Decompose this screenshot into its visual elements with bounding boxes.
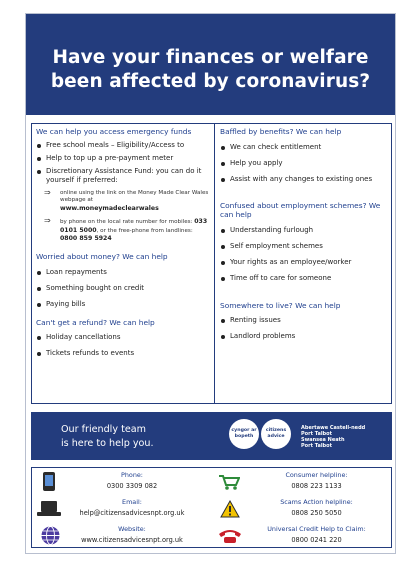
help-topics: [31, 123, 392, 404]
arrow-icon: ⇒: [44, 216, 51, 226]
money-heading: Worried about money? We can help: [36, 252, 168, 262]
live-list: [220, 316, 387, 341]
list-item: Paying bills: [36, 300, 210, 309]
scams-helpline-contact: [212, 495, 391, 522]
contact-table: [31, 467, 392, 548]
refund-list: [36, 333, 210, 358]
phone-text: by phone on the local rate number for mobiles:: [60, 219, 193, 226]
benefits-heading: Baffled by benefits? We can help: [220, 127, 342, 136]
contact-value[interactable]: help@citizensadvicesnpt.org.uk: [79, 509, 185, 517]
list-item: Free school meals – Eligibility/Access to: [36, 141, 210, 150]
emergency-funds-list: [36, 141, 210, 185]
landline-number: 0800 859 5924: [60, 235, 112, 243]
contact-value[interactable]: 0300 3309 082: [106, 482, 158, 490]
list-item: Assist with any changes to existing ones: [220, 175, 387, 184]
refund-heading: Can't get a refund? We can help: [36, 317, 155, 327]
list-item: Holiday cancellations: [36, 333, 210, 342]
page-title: [26, 14, 395, 115]
list-item: Discretionary Assistance Fund: you can do it yourself if preferred:: [36, 167, 210, 185]
benefits-list: [220, 143, 387, 184]
team-line-1: Our friendly team: [61, 424, 146, 435]
contact-label: Scams Action helpline:: [280, 498, 353, 506]
contact-value[interactable]: 0808 250 5050: [291, 509, 342, 517]
live-heading: Somewhere to live? We can help: [220, 300, 341, 310]
left-column: [32, 124, 214, 403]
title-line-1: Have your finances or welfare: [52, 47, 369, 68]
online-option: [36, 187, 210, 214]
contact-value[interactable]: 0808 223 1133: [291, 482, 342, 490]
phone-contact: [32, 468, 212, 495]
location-line: Swansea Neath: [301, 437, 345, 443]
team-line-2: is here to help you.: [61, 438, 154, 449]
location-line: Port Talbot: [301, 431, 332, 437]
list-item: Time off to care for someone: [220, 274, 387, 283]
email-contact: [32, 495, 212, 522]
list-item: Loan repayments: [36, 268, 210, 277]
website-contact: [32, 522, 212, 549]
online-text: online using the link on the Money Made Clear Wales webpage at: [60, 189, 209, 204]
money-list: [36, 268, 210, 309]
employment-list: [220, 226, 387, 283]
phone-option: [36, 218, 210, 244]
office-locations: [301, 425, 365, 449]
location-line: Port Talbot: [301, 443, 332, 449]
emergency-funds-heading: We can help you access emergency funds: [36, 127, 192, 136]
location-line: Abertawe Castell-nedd: [301, 425, 366, 431]
right-column: [214, 124, 391, 403]
employment-heading: Confused about employment schemes? We can help: [220, 200, 381, 219]
contact-value[interactable]: www.citizensadvicesnpt.org.uk: [81, 536, 183, 544]
list-item: Self employment schemes: [220, 242, 387, 251]
team-banner: [31, 412, 392, 460]
contact-label: Website:: [118, 525, 146, 533]
phone-mid-text: , or the free-phone from landlines:: [96, 227, 193, 234]
title-line-2: been affected by coronavirus?: [50, 71, 371, 92]
flyer: [25, 13, 396, 554]
money-made-clear-link[interactable]: www.moneymadeclearwales: [60, 204, 159, 212]
list-item: Help to top up a pre-payment meter: [36, 154, 210, 163]
mobile-number: 033 0101 5000: [60, 218, 208, 234]
arrow-icon: ⇒: [44, 187, 51, 197]
list-item: Understanding furlough: [220, 226, 387, 235]
list-item: Your rights as an employee/worker: [220, 258, 387, 267]
contact-label: Universal Credit Help to Claim:: [267, 525, 366, 533]
list-item: Tickets refunds to events: [36, 349, 210, 358]
contact-label: Email:: [122, 498, 142, 506]
contact-label: Consumer helpline:: [285, 471, 348, 479]
universal-credit-contact: [212, 522, 391, 549]
list-item: Renting issues: [220, 316, 387, 325]
contact-value[interactable]: 0800 0241 220: [291, 536, 342, 544]
logo-circle-english: citizens advice: [261, 419, 291, 449]
contact-label: Phone:: [121, 471, 143, 479]
list-item: We can check entitlement: [220, 143, 387, 152]
logo-circle-welsh: cyngor ar bopeth: [229, 419, 259, 449]
list-item: Landlord problems: [220, 332, 387, 341]
list-item: Help you apply: [220, 159, 387, 168]
consumer-helpline-contact: [212, 468, 391, 495]
list-item: Something bought on credit: [36, 284, 210, 293]
team-message: [61, 423, 154, 451]
